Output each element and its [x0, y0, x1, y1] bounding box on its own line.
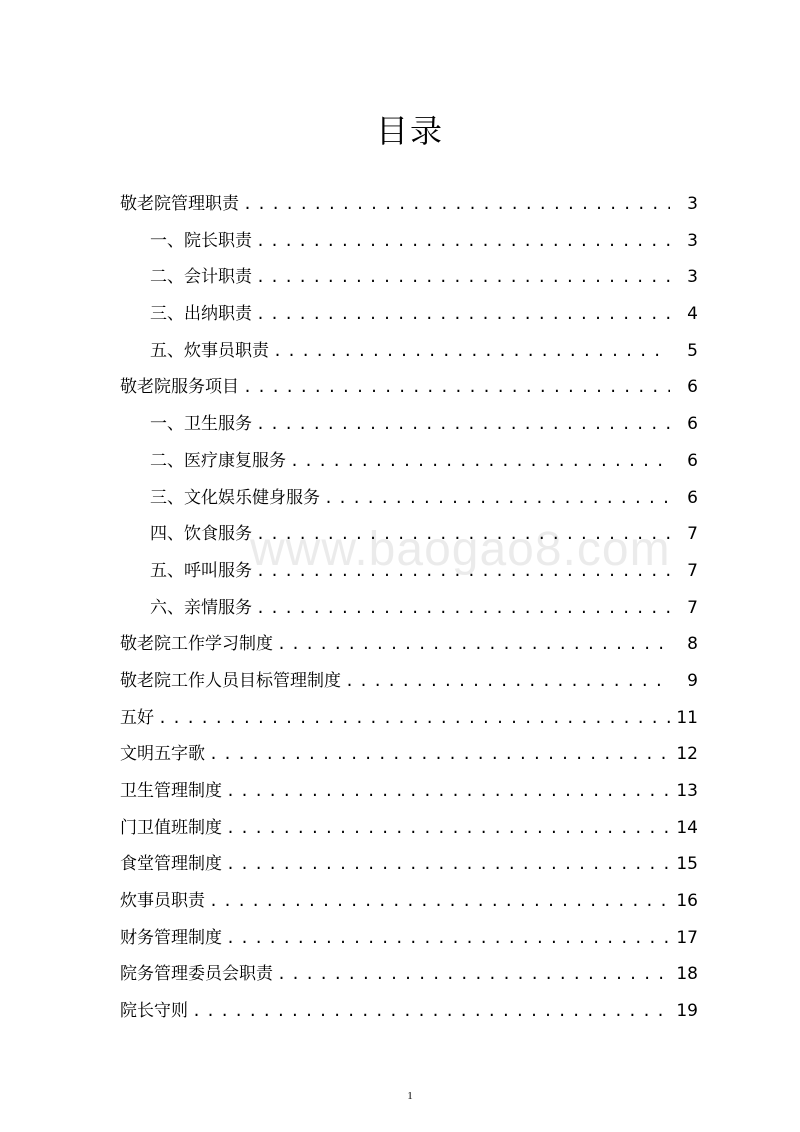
toc-entry-label: 卫生管理制度: [120, 781, 222, 801]
toc-entry[interactable]: [120, 993, 698, 1030]
toc-dot-leader: [277, 956, 670, 993]
toc-entry-page: 11: [676, 707, 698, 728]
toc-entry-page: 6: [687, 414, 698, 435]
toc-entry-label: 文明五字歌: [120, 744, 205, 765]
toc-title: 目录: [375, 112, 444, 150]
toc-entry[interactable]: [120, 663, 698, 700]
toc-dot-leader: [192, 993, 670, 1030]
toc-entry-label: 一、卫生服务: [150, 414, 252, 435]
toc-entry[interactable]: [120, 810, 698, 847]
toc-dot-leader: [158, 700, 670, 737]
toc-entry[interactable]: [120, 259, 698, 296]
toc-entry[interactable]: [120, 333, 698, 370]
toc-entry-label: 财务管理制度: [120, 927, 222, 948]
toc-entry[interactable]: [120, 883, 698, 920]
toc-entry-page: 16: [676, 891, 698, 912]
toc-entry-label: 四、饮食服务: [150, 524, 252, 545]
toc-dot-leader: [345, 663, 670, 700]
toc-dot-leader: [256, 516, 670, 553]
toc-entry-page: 6: [687, 450, 698, 471]
toc-dot-leader: [209, 736, 670, 773]
toc-entry-label: 六、亲情服务: [150, 597, 252, 618]
toc-dot-leader: [209, 883, 670, 920]
toc-dot-leader: [256, 590, 670, 627]
toc-entry-label: 一、院长职责: [150, 230, 252, 251]
toc-entry-label: 三、文化娱乐健身服务: [150, 487, 320, 508]
toc-entry[interactable]: [120, 553, 698, 590]
table-of-contents: [120, 186, 698, 1030]
toc-entry-label: 五、呼叫服务: [150, 560, 252, 581]
toc-entry[interactable]: [120, 920, 698, 957]
toc-entry-label: 食堂管理制度: [120, 854, 222, 875]
toc-dot-leader: [256, 406, 670, 443]
toc-entry-page: 15: [676, 854, 698, 875]
toc-entry-page: 7: [687, 524, 698, 545]
toc-entry-page: 3: [687, 230, 698, 251]
toc-entry-label: 五、炊事员职责: [150, 340, 269, 361]
toc-dot-leader: [273, 333, 670, 370]
toc-entry[interactable]: [120, 590, 698, 627]
toc-entry-page: 5: [687, 340, 698, 361]
toc-entry-page: 14: [676, 817, 698, 838]
toc-entry-page: 9: [687, 670, 698, 691]
toc-entry-page: 7: [687, 597, 698, 618]
toc-dot-leader: [290, 443, 670, 480]
toc-entry[interactable]: [120, 443, 698, 480]
toc-dot-leader: [256, 223, 670, 260]
toc-entry-label: 二、会计职责: [150, 267, 252, 288]
toc-entry-page: 4: [687, 304, 698, 325]
toc-dot-leader: [256, 553, 670, 590]
watermark: www.baogao8.com: [250, 523, 671, 576]
toc-entry-label: 门卫值班制度: [120, 817, 222, 838]
toc-entry[interactable]: [120, 516, 698, 553]
toc-entry[interactable]: [120, 223, 698, 260]
toc-dot-leader: [226, 810, 670, 847]
toc-entry-label: 二、医疗康复服务: [150, 450, 286, 471]
toc-dot-leader: [277, 626, 670, 663]
toc-entry-page: 3: [687, 267, 698, 288]
toc-dot-leader: [226, 920, 670, 957]
toc-entry-label: 敬老院服务项目: [120, 377, 239, 398]
toc-entry-page: 7: [687, 560, 698, 581]
toc-dot-leader: [243, 369, 670, 406]
toc-entry[interactable]: [120, 296, 698, 333]
toc-entry-page: 13: [676, 781, 698, 801]
toc-entry[interactable]: [120, 956, 698, 993]
toc-dot-leader: [226, 846, 670, 883]
toc-entry[interactable]: [120, 369, 698, 406]
toc-dot-leader: [226, 773, 670, 810]
toc-entry-label: 敬老院工作学习制度: [120, 634, 273, 655]
toc-entry-label: 五好: [120, 707, 154, 728]
toc-dot-leader: [243, 186, 670, 223]
toc-entry-page: 6: [687, 377, 698, 398]
toc-entry-label: 敬老院管理职责: [120, 194, 239, 214]
toc-entry-page: 8: [687, 634, 698, 655]
toc-entry-label: 炊事员职责: [120, 891, 205, 912]
toc-entry-label: 三、出纳职责: [150, 304, 252, 325]
toc-entry-label: 院务管理委员会职责: [120, 964, 273, 985]
footer-page-number: 1: [407, 1090, 413, 1102]
toc-entry-page: 6: [687, 487, 698, 508]
toc-entry-page: 3: [687, 194, 698, 214]
toc-dot-leader: [256, 296, 670, 333]
toc-entry[interactable]: [120, 626, 698, 663]
toc-entry-label: 敬老院工作人员目标管理制度: [120, 670, 341, 691]
toc-entry-page: 19: [676, 1001, 698, 1022]
toc-entry[interactable]: [120, 406, 698, 443]
toc-dot-leader: [256, 259, 670, 296]
toc-entry-page: 17: [676, 927, 698, 948]
toc-entry-page: 18: [676, 964, 698, 985]
toc-entry[interactable]: [120, 186, 698, 223]
toc-entry[interactable]: [120, 773, 698, 810]
toc-entry[interactable]: [120, 700, 698, 737]
toc-dot-leader: [324, 480, 670, 517]
toc-entry[interactable]: [120, 480, 698, 517]
toc-entry[interactable]: [120, 736, 698, 773]
toc-entry-label: 院长守则: [120, 1001, 188, 1022]
toc-entry[interactable]: [120, 846, 698, 883]
toc-entry-page: 12: [676, 744, 698, 765]
